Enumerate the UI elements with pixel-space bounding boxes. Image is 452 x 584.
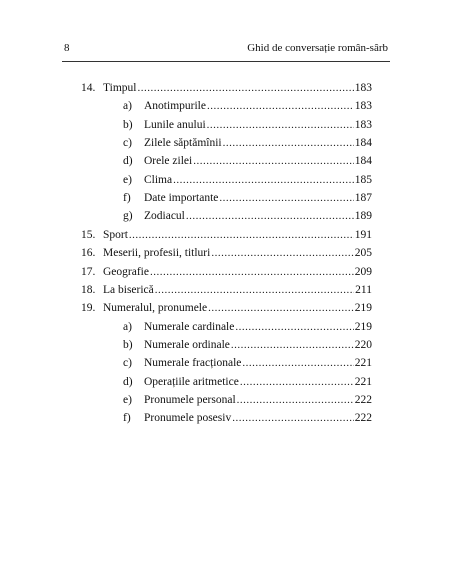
toc-dot-leader [242,354,353,372]
toc-entry-label: Numerale ordinale [144,338,230,351]
toc-entry-page: 222 [354,412,372,425]
toc-entry [123,318,372,336]
toc-dot-leader [150,263,354,281]
toc-entry-page: 209 [354,265,372,278]
page-number: 8 [64,42,70,54]
toc-entry-number: d) [123,375,133,388]
toc-entry-page: 183 [354,100,372,113]
toc-entry-number: 19. [81,302,96,315]
toc-entry [81,281,372,299]
toc-entry-number: 17. [81,265,96,278]
toc-dot-leader [173,171,354,189]
toc-entry-number: c) [123,357,132,370]
toc-entry-page: 185 [354,173,372,186]
page-header [64,42,388,58]
toc-dot-leader [207,116,354,134]
toc-entry [123,134,372,152]
toc-entry-page: 219 [354,320,372,333]
toc-entry-number: f) [123,412,131,425]
toc-entry-page: 205 [354,247,372,260]
toc-dot-leader [186,207,354,225]
toc-entry-page: 191 [354,228,372,241]
header-rule [62,61,390,62]
toc-entry-label: Orele zilei [144,155,193,168]
toc-entry [123,354,372,372]
toc-entry [123,152,372,170]
toc-entry [81,244,372,262]
toc-entry-number: g) [123,210,133,223]
toc-entry-page: 220 [354,338,372,351]
toc-dot-leader [231,336,354,354]
toc-entry-label: Pronumele posesiv [144,412,232,425]
toc-entry-number: a) [123,320,132,333]
toc-entry-label: Zilele săptămînii [144,137,222,150]
toc-entry-page: 183 [354,118,372,131]
running-title: Ghid de conversație român-sârb [247,42,388,54]
toc-dot-leader [211,244,353,262]
toc-entry [123,373,372,391]
toc-dot-leader [223,134,354,152]
toc-entry-number: 14. [81,82,96,94]
toc-entry-label: Numeralul, pronumele [103,302,208,315]
toc-entry-number: b) [123,338,133,351]
toc-entry-label: Lunile anului [144,118,206,131]
toc-entry-page: 183 [354,82,372,94]
toc-entry-page: 222 [354,393,372,406]
toc-dot-leader [137,79,353,97]
toc-dot-leader [207,97,354,115]
toc-entry-number: f) [123,192,131,205]
toc-dot-leader [129,226,354,244]
toc-dot-leader [237,391,354,409]
toc-entry-number: b) [123,118,133,131]
toc-entry [81,263,372,281]
toc-entry-page: 184 [354,137,372,150]
toc-dot-leader [155,281,354,299]
toc-entry-page: 187 [354,192,372,205]
toc-dot-leader [219,189,353,207]
toc-entry-number: 18. [81,283,96,296]
toc-entry [123,391,372,409]
toc-entry-label: Pronumele personal [144,393,236,406]
toc-dot-leader [235,318,353,336]
toc-entry-label: Numerale fracționale [144,357,242,370]
toc-dot-leader [240,373,354,391]
toc-entry-page: 221 [354,375,372,388]
toc-entry [81,226,372,244]
toc-entry [81,299,372,317]
toc-entry [81,79,372,97]
toc-entry-page: 211 [355,283,372,296]
toc-entry-label: Numerale cardinale [144,320,235,333]
toc-entry-label: Zodiacul [144,210,185,223]
toc-entry-label: Date importante [144,192,219,205]
toc-entry-label: La biserică [103,283,154,296]
toc-entry [123,171,372,189]
toc-entry-number: c) [123,137,132,150]
toc-entry-page: 219 [354,302,372,315]
toc-entry [123,207,372,225]
toc-dot-leader [232,409,354,427]
toc-dot-leader [208,299,354,317]
toc-entry-page: 184 [354,155,372,168]
toc-entry [123,189,372,207]
toc-entry-number: a) [123,100,132,113]
toc-entry-number: e) [123,173,132,186]
toc-entry-label: Meserii, profesii, titluri [103,247,211,260]
toc-dot-leader [193,152,354,170]
toc-entry-number: 15. [81,228,96,241]
toc-entry-label: Geografie [103,265,149,278]
toc-entry-page: 221 [354,357,372,370]
toc-entry-label: Sport [103,228,128,241]
toc-entry [123,409,372,427]
toc-entry [123,336,372,354]
toc-entry-label: Timpul [103,82,137,94]
toc-entry [123,97,372,115]
toc-entry-label: Clima [144,173,173,186]
toc-entry-page: 189 [354,210,372,223]
toc-entry-label: Anotimpurile [144,100,206,113]
toc-entry [123,116,372,134]
toc-entry-number: e) [123,393,132,406]
toc-entry-label: Operațiile aritmetice [144,375,239,388]
toc-entry-number: 16. [81,247,96,260]
toc-entry-number: d) [123,155,133,168]
